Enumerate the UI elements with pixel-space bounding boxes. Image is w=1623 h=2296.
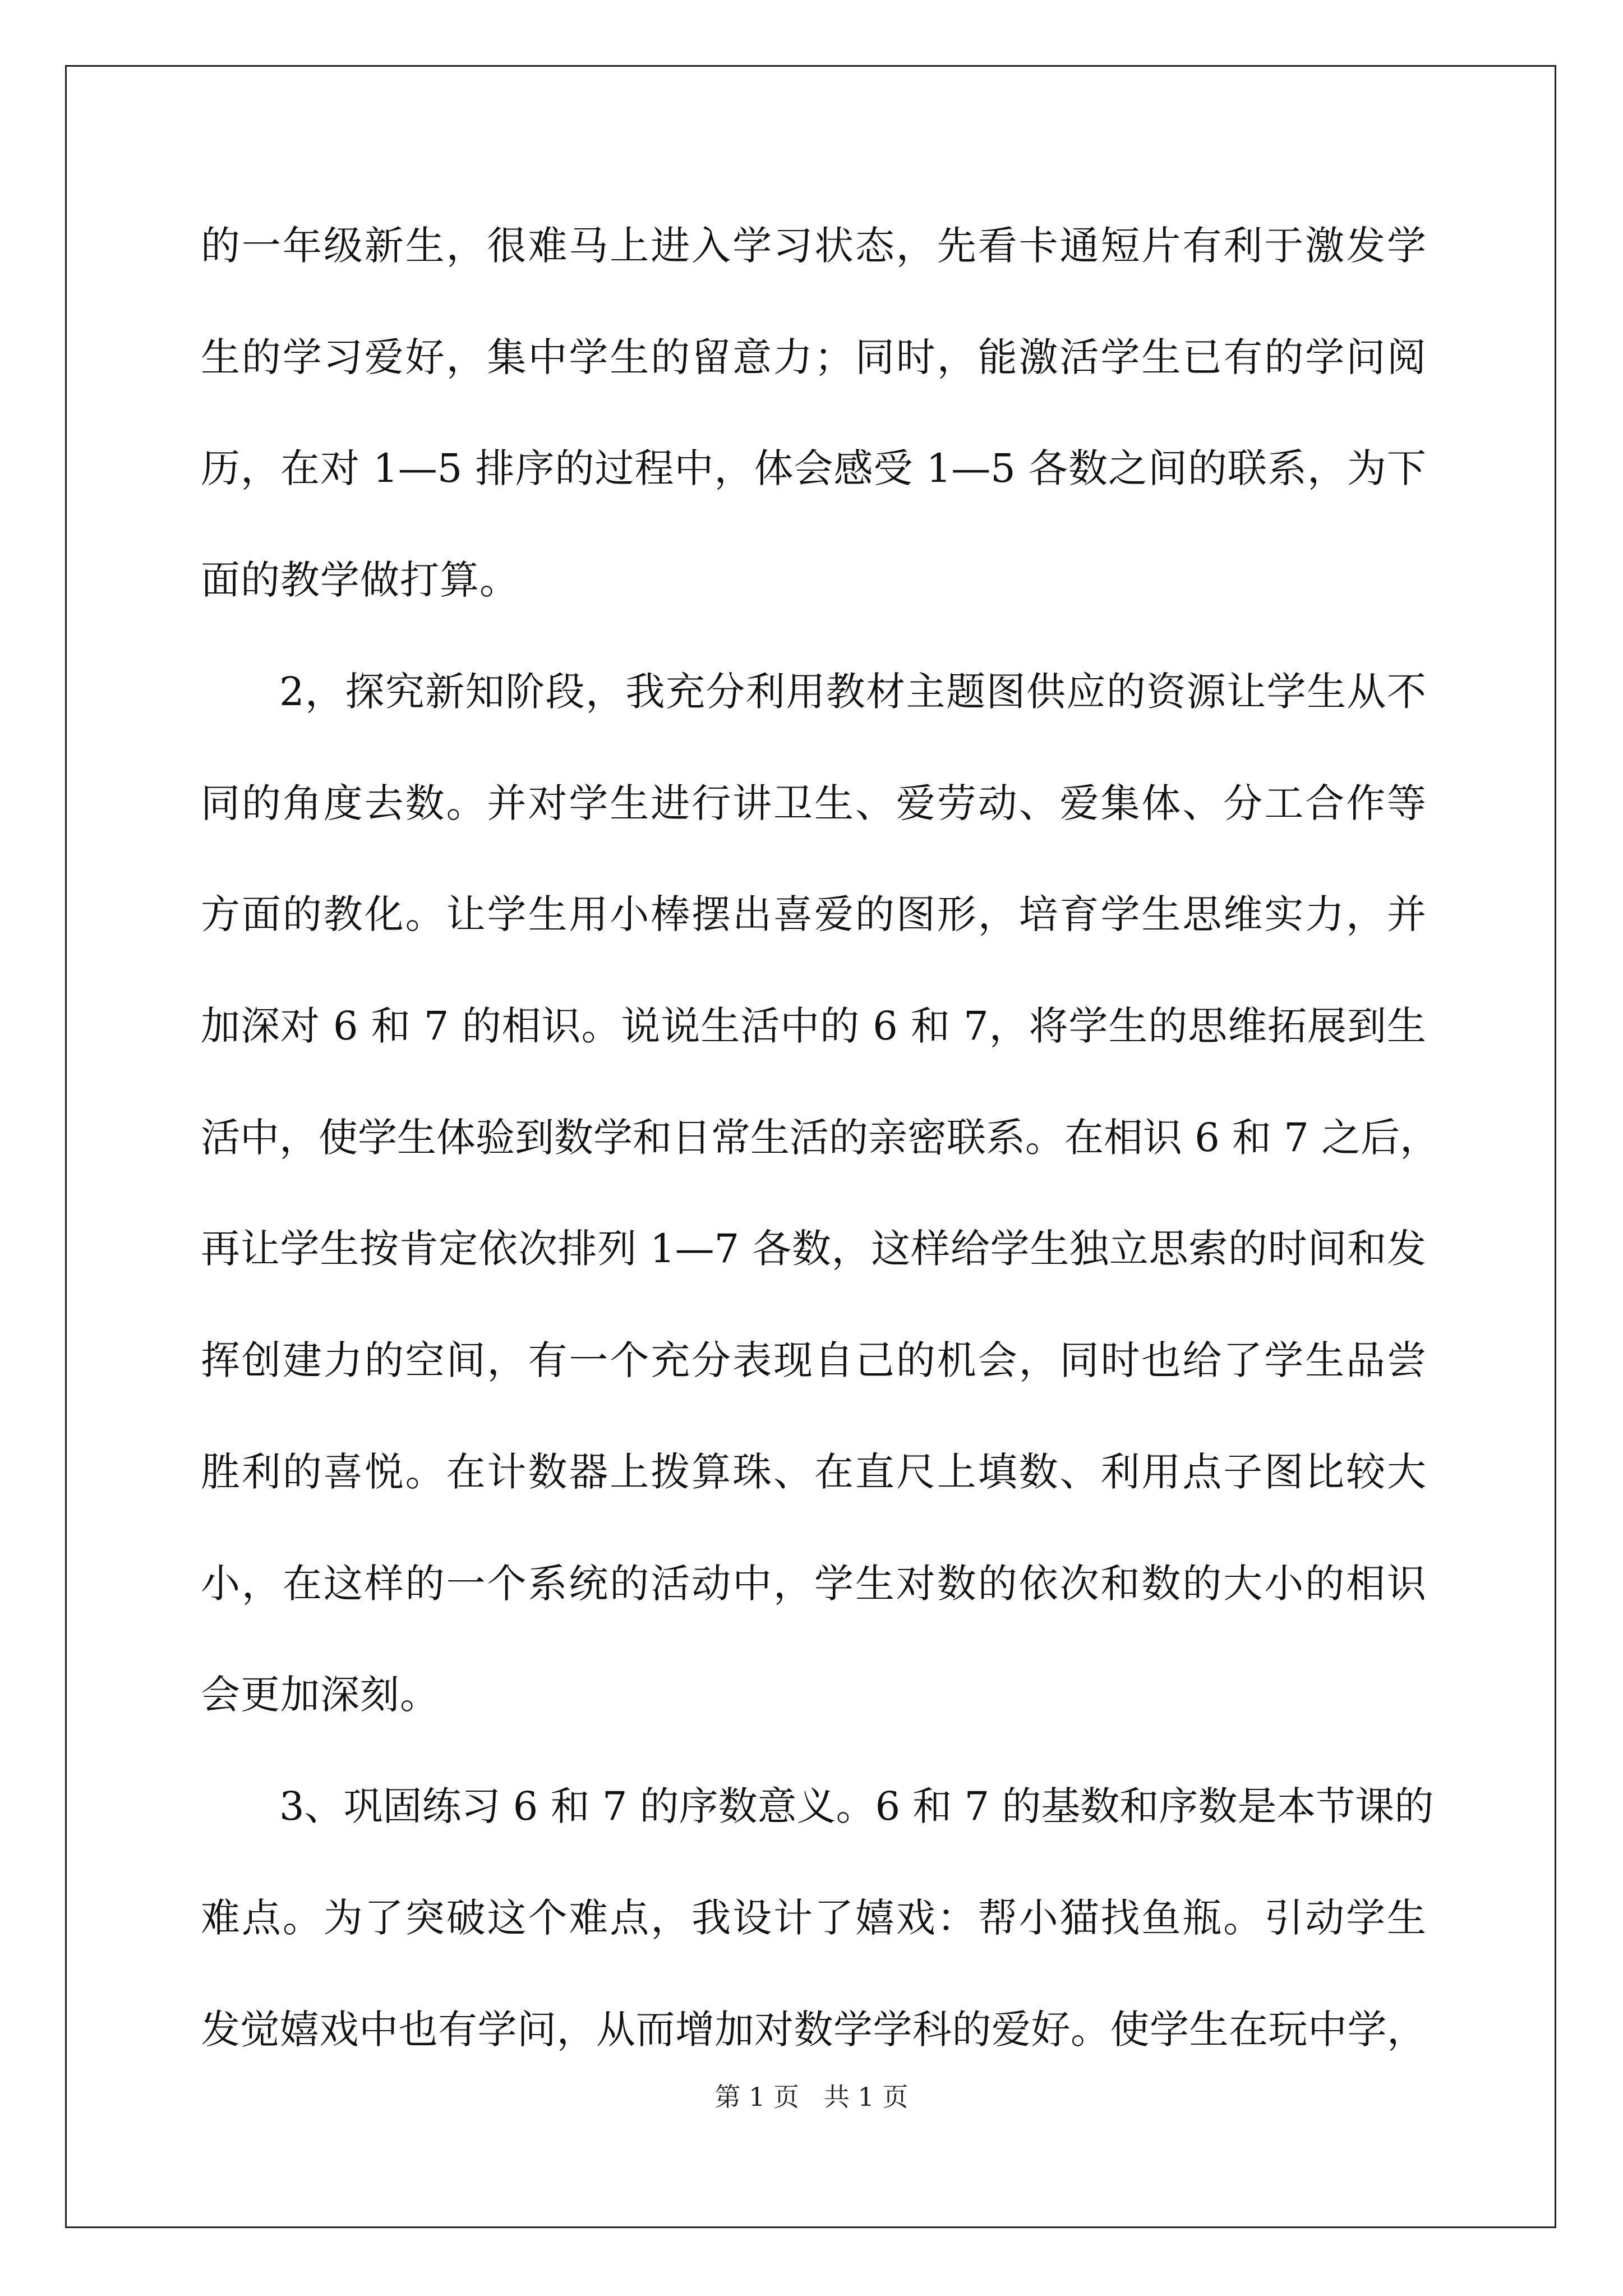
text-line: 小，在这样的一个系统的活动中，学生对数的依次和数的大小的相识 (201, 1561, 1426, 1607)
text-line: 生的学习爱好，集中学生的留意力；同时，能激活学生已有的学问阅 (201, 334, 1426, 380)
page-footer: 第 1 页 共 1 页 (714, 2082, 909, 2112)
text-line: 面的教学做打算。 (201, 557, 519, 603)
text-line: 发觉嬉戏中也有学问，从而增加对数学学科的爱好。使学生在玩中学， (201, 2007, 1426, 2053)
text-line: 会更加深刻。 (201, 1672, 440, 1718)
text-line: 历，在对 1—5 排序的过程中，体会感受 1—5 各数之间的联系，为下 (201, 445, 1426, 491)
text-line: 胜利的喜悦。在计数器上拨算珠、在直尺上填数、利用点子图比较大 (201, 1449, 1426, 1495)
paragraph-first-line: 3、巩固练习 6 和 7 的序数意义。6 和 7 的基数和序数是本节课的 (279, 1783, 1434, 1829)
text-line: 的一年级新生，很难马上进入学习状态，先看卡通短片有利于激发学 (201, 223, 1426, 269)
text-line: 加深对 6 和 7 的相识。说说生活中的 6 和 7，将学生的思维拓展到生 (201, 1003, 1426, 1049)
text-line: 再让学生按肯定依次排列 1—7 各数，这样给学生独立思索的时间和发 (201, 1226, 1426, 1272)
text-line: 难点。为了突破这个难点，我设计了嬉戏：帮小猫找鱼瓶。引动学生 (201, 1895, 1426, 1941)
paragraph-first-line: 2，探究新知阶段，我充分利用教材主题图供应的资源让学生从不 (279, 669, 1426, 715)
text-line: 活中，使学生体验到数学和日常生活的亲密联系。在相识 6 和 7 之后， (201, 1115, 1440, 1161)
text-line: 方面的教化。让学生用小棒摆出喜爱的图形，培育学生思维实力，并 (201, 891, 1426, 937)
text-line: 同的角度去数。并对学生进行讲卫生、爱劳动、爱集体、分工合作等 (201, 780, 1426, 826)
text-line: 挥创建力的空间，有一个充分表现自己的机会，同时也给了学生品尝 (201, 1337, 1426, 1383)
